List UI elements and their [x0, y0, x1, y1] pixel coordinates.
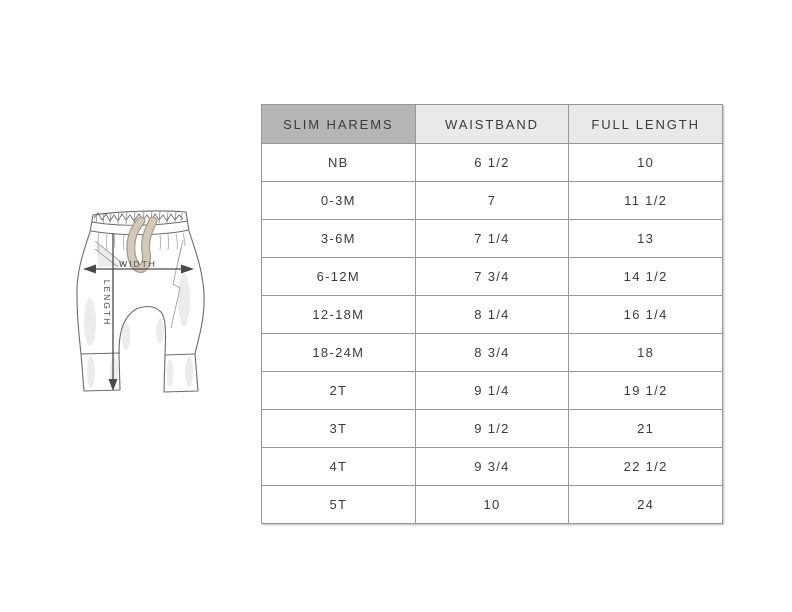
table-row — [262, 410, 723, 448]
size-cell: 3T — [262, 410, 416, 448]
waistband-cell: 6 1/2 — [415, 144, 569, 182]
waistband-cell: 9 1/2 — [415, 410, 569, 448]
length-label: LENGTH — [102, 279, 112, 327]
waistband-cell: 8 3/4 — [415, 334, 569, 372]
full-length-cell: 22 1/2 — [569, 448, 723, 486]
waistband-cell: 9 1/4 — [415, 372, 569, 410]
full-length-cell: 16 1/4 — [569, 296, 723, 334]
table-header — [262, 105, 723, 144]
full-length-cell: 13 — [569, 220, 723, 258]
size-cell: 4T — [262, 448, 416, 486]
table-row — [262, 486, 723, 524]
size-cell: NB — [262, 144, 416, 182]
size-cell: 12-18M — [262, 296, 416, 334]
table-row — [262, 448, 723, 486]
waistband-cell: 7 1/4 — [415, 220, 569, 258]
size-cell: 18-24M — [262, 334, 416, 372]
table-row — [262, 334, 723, 372]
table-row — [262, 296, 723, 334]
size-cell: 3-6M — [262, 220, 416, 258]
table-body — [262, 144, 723, 524]
full-length-cell: 21 — [569, 410, 723, 448]
column-header-product: SLIM HAREMS — [262, 105, 416, 144]
full-length-cell: 24 — [569, 486, 723, 524]
size-cell: 2T — [262, 372, 416, 410]
column-header-waistband: WAISTBAND — [415, 105, 569, 144]
full-length-cell: 14 1/2 — [569, 258, 723, 296]
full-length-cell: 11 1/2 — [569, 182, 723, 220]
waistband-cell: 7 — [415, 182, 569, 220]
table-row — [262, 372, 723, 410]
size-cell: 6-12M — [262, 258, 416, 296]
column-header-full-length: FULL LENGTH — [569, 105, 723, 144]
table-row — [262, 182, 723, 220]
table-row — [262, 144, 723, 182]
table-row — [262, 258, 723, 296]
width-label: WIDTH — [119, 259, 157, 269]
waistband-cell: 7 3/4 — [415, 258, 569, 296]
header-row — [262, 105, 723, 144]
full-length-cell: 18 — [569, 334, 723, 372]
full-length-cell: 19 1/2 — [569, 372, 723, 410]
full-length-cell: 10 — [569, 144, 723, 182]
waistband-cell: 8 1/4 — [415, 296, 569, 334]
table-row — [262, 220, 723, 258]
waistband-cell: 10 — [415, 486, 569, 524]
size-cell: 5T — [262, 486, 416, 524]
size-chart-table — [261, 104, 723, 524]
size-cell: 0-3M — [262, 182, 416, 220]
waistband-cell: 9 3/4 — [415, 448, 569, 486]
